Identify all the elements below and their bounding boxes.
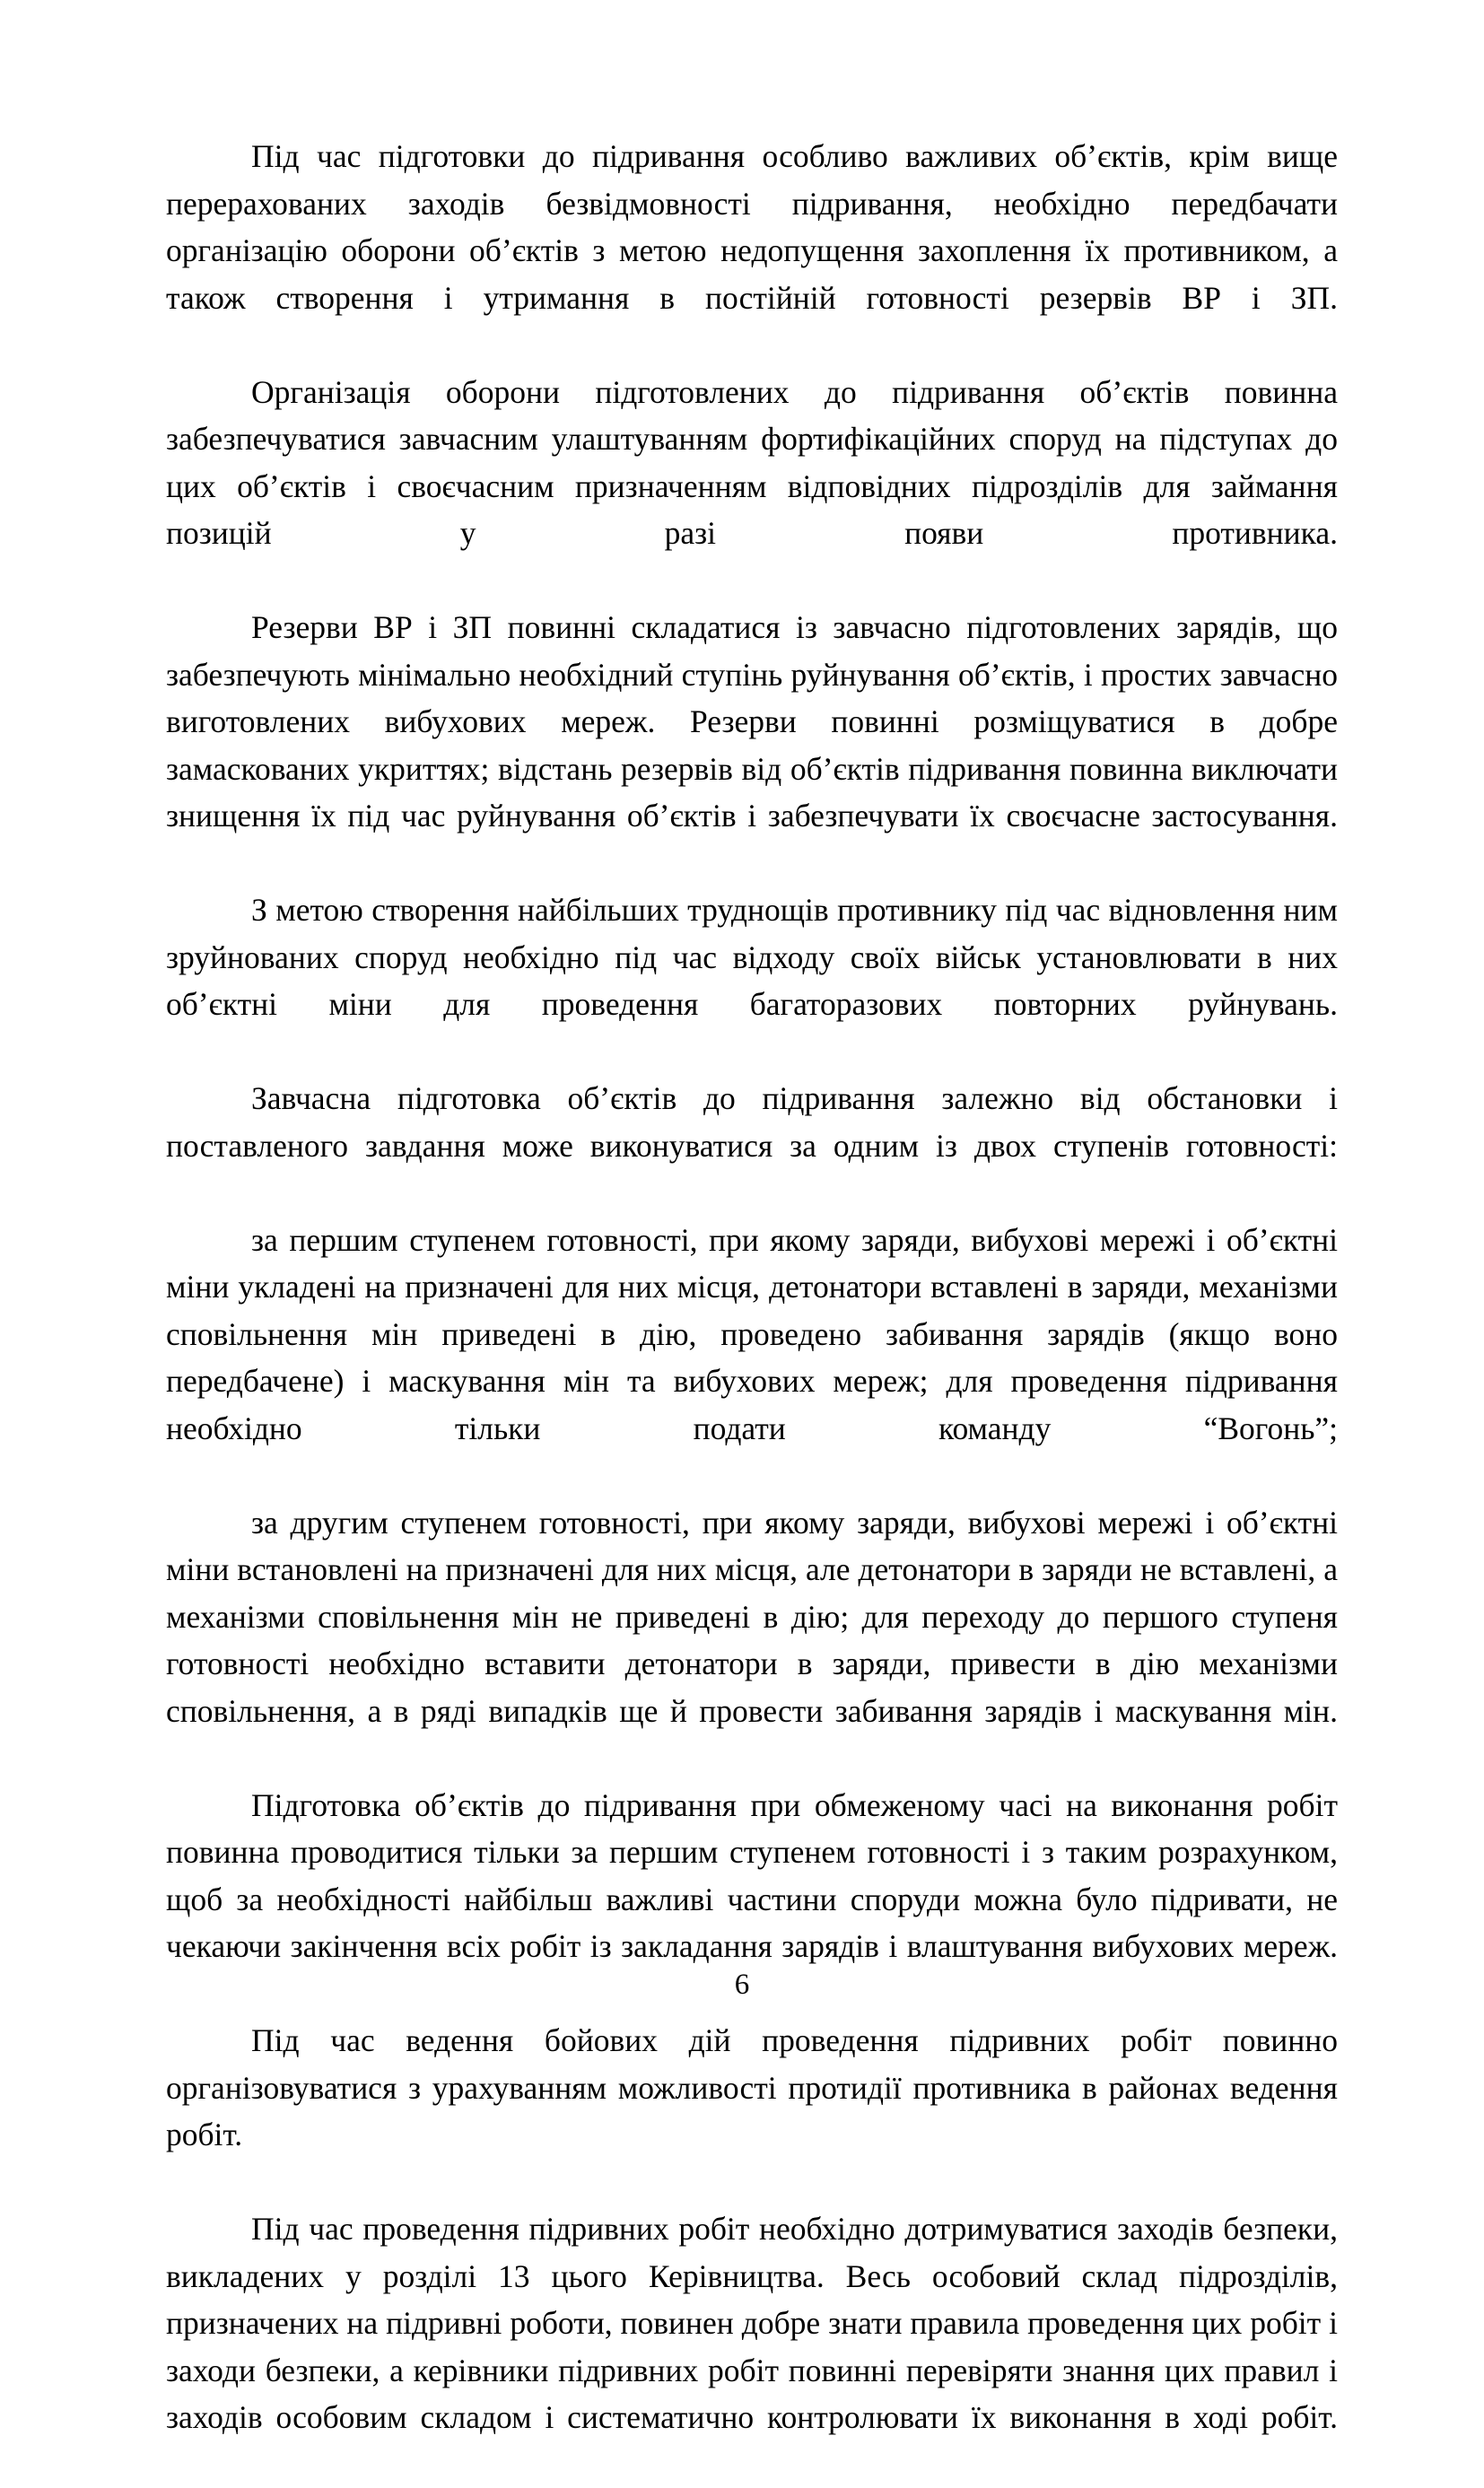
- paragraph-4: З метою створення найбільших труднощів противнику під час відновлення ним зруйнованих споруд необхідно під час відходу своїх військ установлювати в них об’єктні міни для проведення багаторазових повторних руйнувань.: [166, 892, 1338, 1022]
- paragraph-5: Завчасна підготовка об’єктів до підривання залежно від обстановки і поставленого завдання може виконуватися за одним із двох ступенів готовності:: [166, 1080, 1338, 1164]
- paragraph-1: Під час підготовки до підривання особливо важливих об’єктів, крім вище перерахованих заходів безвідмовності підривання, необхідно передбачати організацію оборони об’єктів з метою недопущення захоплення їх противником, а також створення і утримання в постійній готовності резервів ВР і ЗП.: [166, 138, 1338, 316]
- paragraph-10: Під час проведення підривних робіт необхідно дотримуватися заходів безпеки, викладених у розділі 13 цього Керівництва. Весь особовий склад підрозділів, призначених на підривні роботи, повинен добре знати правила проведення цих робіт і заходи безпеки, а керівники підривних робіт повинні перевіряти знання цих правил і заходів особовим складом і систематично контролювати їх виконання в ході робіт.: [166, 2211, 1338, 2435]
- paragraph-7: за другим ступенем готовності, при якому заряди, вибухові мережі і об’єктні міни встановлені на призначені для них місця, але детонатори в заряди не вставлені, а механізми сповільнення мін не приведені в дію; для переходу до першого ступеня готовності необхідно вставити детонатори в заряди, привести в дію механізми сповільнення, а в ряді випадків ще й провести забивання зарядів і маскування мін.: [166, 1504, 1338, 1729]
- paragraph-9: Під час ведення бойових дій проведення підривних робіт повинно організовуватися з урахуванням можливості протидії противника в районах ведення робіт.: [166, 2022, 1338, 2152]
- body-text-block: [166, 133, 1338, 2488]
- paragraph-3: Резерви ВР і ЗП повинні складатися із завчасно підготовлених зарядів, що забезпечують мінімально необхідний ступінь руйнування об’єктів, і простих завчасно виготовлених вибухових мереж. Резерви повинні розміщуватися в добре замаскованих укриттях; відстань резервів від об’єктів підривання повинна виключати знищення їх під час руйнування об’єктів і забезпечувати їх своєчасне застосування.: [166, 609, 1338, 834]
- paragraph-8: Підготовка об’єктів до підривання при обмеженому часі на виконання робіт повинна проводитися тільки за першим ступенем готовності і з таким розрахунком, щоб за необхідності найбільш важливі частини споруди можна було підривати, не чекаючи закінчення всіх робіт із закладання зарядів і влаштування вибухових мереж.: [166, 1786, 1338, 1964]
- page-number: 6: [734, 1969, 750, 2001]
- paragraph-2: Організація оборони підготовлених до підривання об’єктів повинна забезпечуватися завчасним улаштуванням фортифікаційних споруд на підступах до цих об’єктів і своєчасним призначенням відповідних підрозділів для займання позицій у разі появи противника.: [166, 373, 1338, 551]
- paragraph-6: за першим ступенем готовності, при якому заряди, вибухові мережі і об’єктні міни укладені на призначені для них місця, детонатори вставлені в заряди, механізми сповільнення мін приведені в дію, проведено забивання зарядів (якщо воно передбачене) і маскування мін та вибухових мереж; для проведення підривання необхідно тільки подати команду “Вогонь”;: [166, 1221, 1338, 1446]
